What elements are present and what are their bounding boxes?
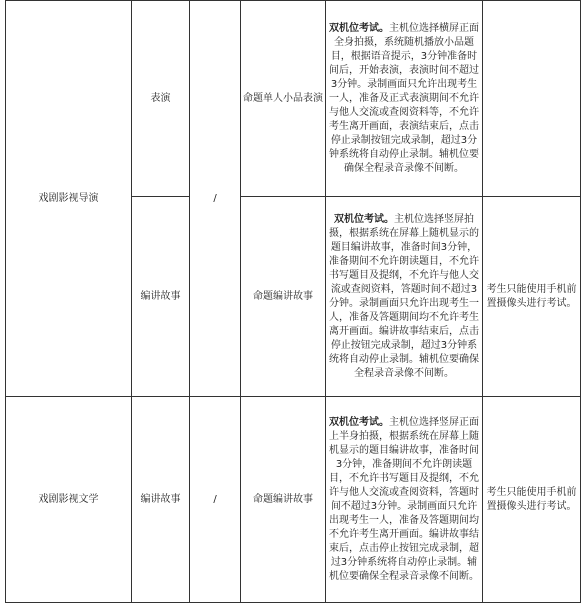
requirement-cell <box>326 1 483 197</box>
requirement-heading: 双机位考试。 <box>334 213 394 225</box>
topic-name: 命题单人小品表演 <box>243 92 323 104</box>
topic-name: 命题编讲故事 <box>253 493 313 505</box>
slash-mark: / <box>213 493 217 505</box>
category-cell <box>132 1 190 197</box>
note-cell <box>483 197 581 397</box>
note-cell <box>483 1 581 197</box>
slash-cell <box>190 1 241 397</box>
topic-cell <box>241 197 326 397</box>
slash-cell <box>190 397 241 603</box>
major-name: 戏剧影视导演 <box>38 192 99 204</box>
major-name: 戏剧影视文学 <box>38 493 99 505</box>
topic-cell <box>241 1 326 197</box>
topic-cell <box>241 397 326 603</box>
category-cell <box>132 397 190 603</box>
requirement-cell <box>326 197 483 397</box>
requirement-heading: 双机位考试。 <box>329 416 389 428</box>
requirement-text: 主机位选择竖屏拍摄，根据系统在屏幕上随机显示的题目编讲故事，准备时间3分钟，准备期间不允许朗读题目，不允许书写题目及提纲，不允许与他人交流或查阅资料，答题时间不超过3分钟。录制画面只允许出现考生一人，准备及答题期间均不允许考生离开画面。编讲故事结束后，点击停止按钮完成录制，超过3分钟系统将自动停止录制。辅机位要确保全程录音录像不间断。 <box>329 213 479 379</box>
major-cell <box>6 1 132 397</box>
exam-requirements-table <box>5 0 581 603</box>
note-text: 考生只能使用手机前置摄像头进行考试。 <box>486 283 577 309</box>
requirement-text: 主机位选择横屏正面全身拍摄，系统随机播放小品题目，根据语音提示，3分钟准备时间后，开始表演，表演时间不超过3分钟。录制画面只允许出现考生一人，准备及正式表演期间不允许与他人交流或查阅资料等，不允许考生离开画面，表演结束后，点击停止录制按钮完成录制，超过3分钟系统将自动停止录制。辅机位要确保全程录音录像不间断。 <box>329 22 479 174</box>
table-row <box>6 397 581 603</box>
category-name: 编讲故事 <box>140 493 181 505</box>
requirement-text: 主机位选择竖屏正面上半身拍摄，根据系统在屏幕上随机显示的题目编讲故事，准备时间3分钟，准备期间不允许朗读题目，不允许书写题目及提纲，不允许与他人交流或查阅资料，答题时间不超过3分钟。录制画面只允许出现考生一人，准备及答题期间均不允许考生离开画面。编讲故事结束后，点击停止按钮完成录制，超过3分钟系统将自动停止录制。辅机位要确保全程录音录像不间断。 <box>329 416 479 582</box>
topic-name: 命题编讲故事 <box>253 290 313 302</box>
major-cell <box>6 397 132 603</box>
requirement-heading: 双机位考试。 <box>329 22 389 34</box>
note-cell <box>483 397 581 603</box>
category-name: 编讲故事 <box>140 290 181 302</box>
slash-mark: / <box>213 192 217 204</box>
table-row <box>6 1 581 197</box>
category-cell <box>132 197 190 397</box>
category-name: 表演 <box>150 92 171 104</box>
note-text: 考生只能使用手机前置摄像头进行考试。 <box>486 486 577 512</box>
requirement-cell <box>326 397 483 603</box>
